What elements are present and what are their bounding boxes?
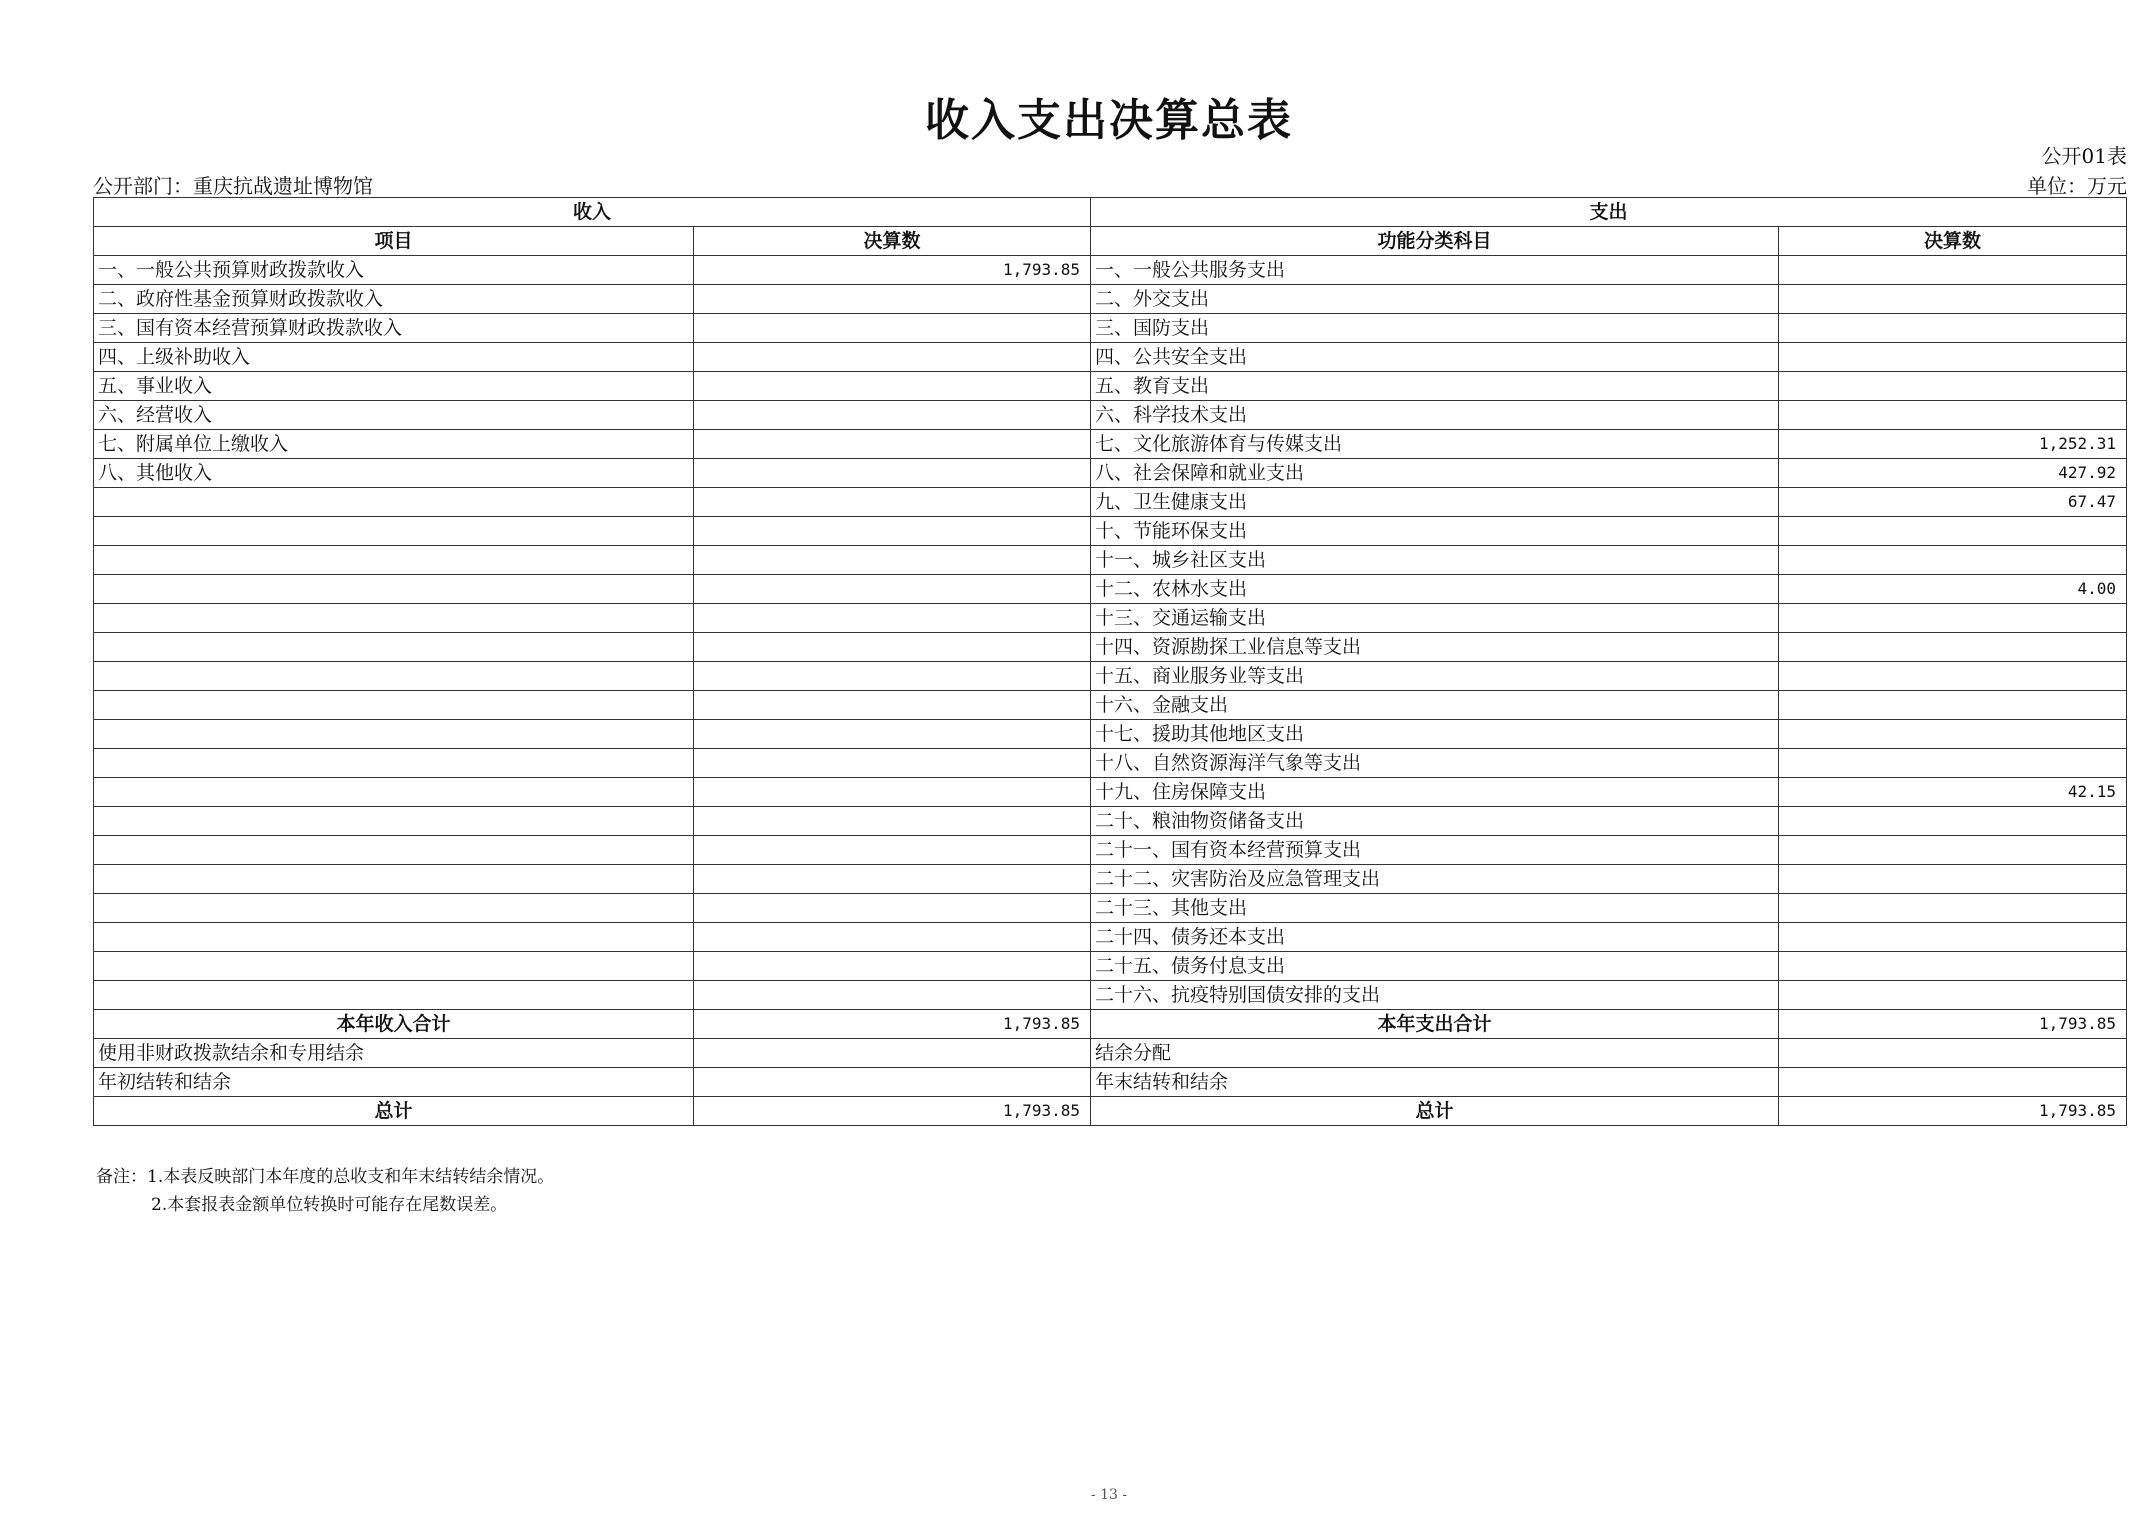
table-row: [94, 575, 2127, 604]
expense-item: 七、文化旅游体育与传媒支出: [1091, 430, 1779, 459]
income-item: 四、上级补助收入: [94, 343, 694, 372]
income-item: 本年收入合计: [94, 1010, 694, 1039]
income-amount: [694, 952, 1091, 981]
amount-header: 决算数: [694, 227, 1091, 256]
expense-item: 年末结转和结余: [1091, 1068, 1779, 1097]
expense-amount: [1779, 1068, 2127, 1097]
income-amount: [694, 923, 1091, 952]
income-item: 七、附属单位上缴收入: [94, 430, 694, 459]
expense-item: 五、教育支出: [1091, 372, 1779, 401]
table-row: [94, 1039, 2127, 1068]
func-item-header: 功能分类科目: [1091, 227, 1779, 256]
income-item: [94, 633, 694, 662]
expense-amount: [1779, 720, 2127, 749]
expense-item: 十九、住房保障支出: [1091, 778, 1779, 807]
expense-amount: [1779, 343, 2127, 372]
unit-label: 单位：万元: [2027, 174, 2127, 198]
income-amount: [694, 430, 1091, 459]
expense-amount: [1779, 1039, 2127, 1068]
item-header: 项目: [94, 227, 694, 256]
expense-amount: [1779, 749, 2127, 778]
expense-item: 十二、农林水支出: [1091, 575, 1779, 604]
expense-item: 四、公共安全支出: [1091, 343, 1779, 372]
income-item: [94, 807, 694, 836]
expense-amount: 42.15: [1779, 778, 2127, 807]
income-amount: [694, 1068, 1091, 1097]
expense-amount: [1779, 691, 2127, 720]
income-item: 二、政府性基金预算财政拨款收入: [94, 285, 694, 314]
expense-amount: [1779, 923, 2127, 952]
header-row-1: [94, 198, 2127, 227]
income-header: 收入: [94, 198, 1091, 227]
income-amount: [694, 459, 1091, 488]
income-item: [94, 952, 694, 981]
table-row: [94, 778, 2127, 807]
expense-amount: [1779, 285, 2127, 314]
table-row: [94, 923, 2127, 952]
expense-amount: [1779, 401, 2127, 430]
income-item: 年初结转和结余: [94, 1068, 694, 1097]
expense-item: 二十、粮油物资储备支出: [1091, 807, 1779, 836]
expense-amount: [1779, 952, 2127, 981]
table-row: [94, 314, 2127, 343]
expense-item: 总计: [1091, 1097, 1779, 1126]
table-row: [94, 488, 2127, 517]
expense-amount: [1779, 546, 2127, 575]
expense-amount: [1779, 604, 2127, 633]
income-item: 五、事业收入: [94, 372, 694, 401]
expense-item: 十六、金融支出: [1091, 691, 1779, 720]
income-amount: [694, 749, 1091, 778]
table-row: [94, 720, 2127, 749]
table-row: [94, 401, 2127, 430]
expense-item: 十、节能环保支出: [1091, 517, 1779, 546]
subtotal-row: [94, 1010, 2127, 1039]
total-row: [94, 1097, 2127, 1126]
income-amount: [694, 894, 1091, 923]
income-amount: 1,793.85: [694, 1010, 1091, 1039]
budget-table: [93, 197, 2127, 1126]
table-row: [94, 691, 2127, 720]
expense-item: 十五、商业服务业等支出: [1091, 662, 1779, 691]
income-amount: [694, 691, 1091, 720]
expense-item: 十七、援助其他地区支出: [1091, 720, 1779, 749]
table-row: [94, 372, 2127, 401]
table-row: [94, 894, 2127, 923]
expense-item: 十三、交通运输支出: [1091, 604, 1779, 633]
income-amount: 1,793.85: [694, 1097, 1091, 1126]
expense-amount: 1,793.85: [1779, 1010, 2127, 1039]
expense-item: 二十一、国有资本经营预算支出: [1091, 836, 1779, 865]
expense-amount: [1779, 314, 2127, 343]
expense-item: 二十二、灾害防治及应急管理支出: [1091, 865, 1779, 894]
expense-amount: [1779, 807, 2127, 836]
table-row: [94, 343, 2127, 372]
income-item: [94, 923, 694, 952]
income-amount: [694, 720, 1091, 749]
expense-header: 支出: [1091, 198, 2127, 227]
income-item: [94, 488, 694, 517]
expense-amount: [1779, 865, 2127, 894]
income-item: [94, 575, 694, 604]
expense-amount: 427.92: [1779, 459, 2127, 488]
income-amount: [694, 633, 1091, 662]
expense-amount: 67.47: [1779, 488, 2127, 517]
expense-item: 二十三、其他支出: [1091, 894, 1779, 923]
income-amount: [694, 517, 1091, 546]
notes: [96, 1163, 554, 1219]
income-item: [94, 749, 694, 778]
table-row: [94, 517, 2127, 546]
income-amount: [694, 865, 1091, 894]
income-item: [94, 662, 694, 691]
income-amount: [694, 604, 1091, 633]
income-amount: 1,793.85: [694, 256, 1091, 285]
income-item: [94, 981, 694, 1010]
note-2: 2.本套报表金额单位转换时可能存在尾数误差。: [151, 1195, 508, 1215]
income-amount: [694, 662, 1091, 691]
expense-item: 二、外交支出: [1091, 285, 1779, 314]
income-item: [94, 836, 694, 865]
income-item: [94, 517, 694, 546]
income-amount: [694, 575, 1091, 604]
income-item: [94, 604, 694, 633]
table-row: [94, 256, 2127, 285]
note-1: 备注：1.本表反映部门本年度的总收支和年末结转结余情况。: [96, 1167, 555, 1187]
table-row: [94, 430, 2127, 459]
expense-item: 二十六、抗疫特别国债安排的支出: [1091, 981, 1779, 1010]
table-row: [94, 836, 2127, 865]
page-title: 收入支出决算总表: [925, 95, 1293, 146]
expense-item: 十四、资源勘探工业信息等支出: [1091, 633, 1779, 662]
expense-amount: [1779, 633, 2127, 662]
expense-amount: [1779, 517, 2127, 546]
income-item: [94, 778, 694, 807]
header-row-2: [94, 227, 2127, 256]
table-row: [94, 285, 2127, 314]
expense-amount: [1779, 662, 2127, 691]
table-row: [94, 604, 2127, 633]
income-item: [94, 720, 694, 749]
expense-amount: [1779, 256, 2127, 285]
expense-amount: 4.00: [1779, 575, 2127, 604]
table-number: 公开01表: [2041, 144, 2127, 168]
expense-item: 一、一般公共服务支出: [1091, 256, 1779, 285]
table-row: [94, 952, 2127, 981]
expense-amount: [1779, 372, 2127, 401]
table-row: [94, 1068, 2127, 1097]
income-item: 一、一般公共预算财政拨款收入: [94, 256, 694, 285]
income-amount: [694, 285, 1091, 314]
income-item: [94, 894, 694, 923]
table-row: [94, 981, 2127, 1010]
table-row: [94, 459, 2127, 488]
expense-item: 八、社会保障和就业支出: [1091, 459, 1779, 488]
expense-amount: 1,793.85: [1779, 1097, 2127, 1126]
table-row: [94, 546, 2127, 575]
table-row: [94, 749, 2127, 778]
income-item: 总计: [94, 1097, 694, 1126]
department-label: 公开部门：重庆抗战遗址博物馆: [93, 174, 373, 198]
expense-amount: [1779, 836, 2127, 865]
table-row: [94, 662, 2127, 691]
page-number: - 13 -: [1090, 1487, 1128, 1503]
income-amount: [694, 372, 1091, 401]
amount-header-2: 决算数: [1779, 227, 2127, 256]
income-item: 八、其他收入: [94, 459, 694, 488]
expense-item: 六、科学技术支出: [1091, 401, 1779, 430]
income-amount: [694, 314, 1091, 343]
income-amount: [694, 546, 1091, 575]
expense-item: 九、卫生健康支出: [1091, 488, 1779, 517]
table-row: [94, 807, 2127, 836]
expense-item: 二十五、债务付息支出: [1091, 952, 1779, 981]
expense-amount: [1779, 894, 2127, 923]
income-item: 六、经营收入: [94, 401, 694, 430]
income-amount: [694, 807, 1091, 836]
expense-item: 本年支出合计: [1091, 1010, 1779, 1039]
table-row: [94, 633, 2127, 662]
income-item: [94, 691, 694, 720]
expense-item: 十八、自然资源海洋气象等支出: [1091, 749, 1779, 778]
income-item: 使用非财政拨款结余和专用结余: [94, 1039, 694, 1068]
table-row: [94, 865, 2127, 894]
income-amount: [694, 981, 1091, 1010]
income-amount: [694, 778, 1091, 807]
expense-amount: [1779, 981, 2127, 1010]
income-item: [94, 546, 694, 575]
expense-item: 结余分配: [1091, 1039, 1779, 1068]
income-amount: [694, 836, 1091, 865]
income-item: [94, 865, 694, 894]
income-amount: [694, 343, 1091, 372]
expense-amount: 1,252.31: [1779, 430, 2127, 459]
expense-item: 十一、城乡社区支出: [1091, 546, 1779, 575]
income-item: 三、国有资本经营预算财政拨款收入: [94, 314, 694, 343]
income-amount: [694, 401, 1091, 430]
income-amount: [694, 488, 1091, 517]
expense-item: 二十四、债务还本支出: [1091, 923, 1779, 952]
income-amount: [694, 1039, 1091, 1068]
expense-item: 三、国防支出: [1091, 314, 1779, 343]
